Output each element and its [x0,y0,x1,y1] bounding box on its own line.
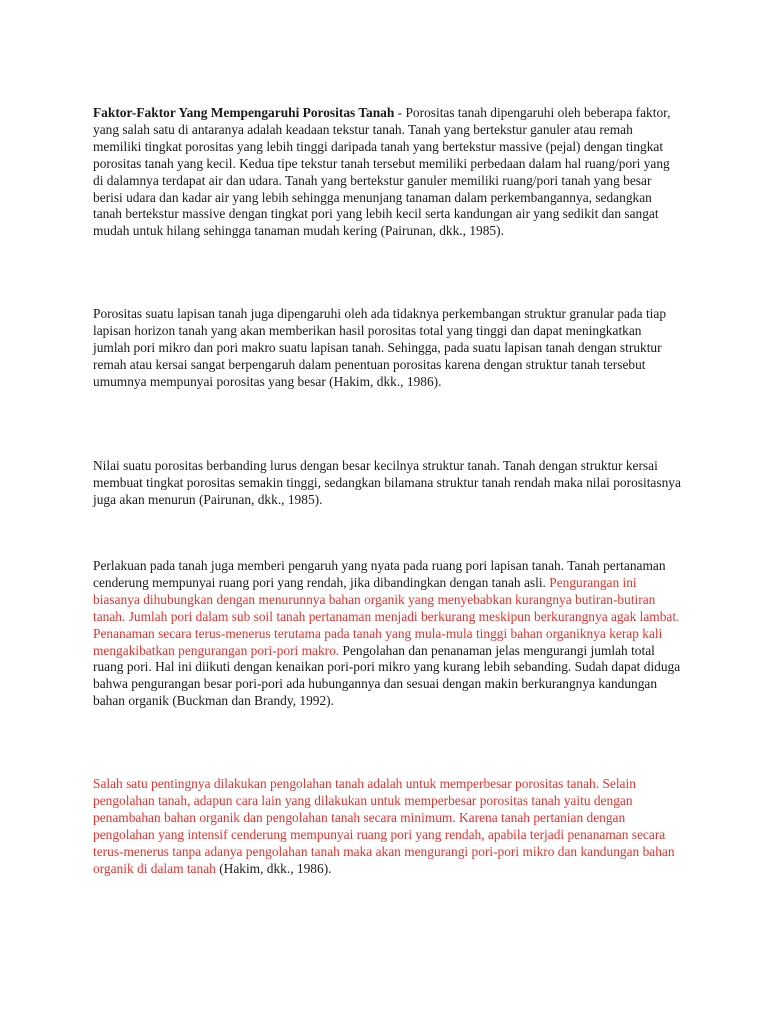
paragraph-4 [93,558,681,710]
paragraph-1 [93,105,681,240]
section-heading: Faktor-Faktor Yang Mempengaruhi Porositas Tanah [93,105,395,120]
paragraph-2 [93,306,681,391]
heading-separator: - [394,105,406,120]
paragraph-4-text-start: Perlakuan pada tanah juga memberi pengaruh yang nyata pada ruang pori lapisan tanah. Tanah pertanaman cenderung mempunyai ruang pori yang rendah, jika dibandingkan dengan tanah asli. [93,558,666,590]
paragraph-5 [93,776,681,877]
paragraph-5-highlighted-text: Salah satu pentingnya dilakukan pengolahan tanah adalah untuk memperbesar porositas tanah. Selain pengolahan tanah, adapun cara lain yang dilakukan untuk memperbesar porositas tanah yaitu dengan penambahan bahan organik dan pengolahan tanah secara minimum. Karena tanah pertanian dengan pengolahan yang intensif cenderung mempunyai ruang pori yang rendah, apabila terjadi penanaman secara terus-menerus tanpa adanya pengolahan tanah maka akan mengurangi pori-pori mikro dan kandungan bahan organik di dalam tanah [93,776,675,876]
paragraph-3-text: Nilai suatu porositas berbanding lurus dengan besar kecilnya struktur tanah. Tanah dengan struktur kersai membuat tingkat porositas semakin tinggi, sedangkan bilamana struktur tanah rendah maka nilai porositasnya juga akan menurun (Pairunan, dkk., 1985). [93,458,681,507]
paragraph-4-text-end: Pengolahan dan penanaman jelas mengurangi jumlah total ruang pori. Hal ini diikuti dengan kenaikan pori-pori mikro yang kurang lebih sebanding. Sudah dapat diduga bahwa pengurangan besar pori-pori ada hubungannya dan sesuai dengan makin berkurangnya kandungan bahan organik (Buckman dan Brandy, 1992). [93,642,681,709]
paragraph-2-text: Porositas suatu lapisan tanah juga dipengaruhi oleh ada tidaknya perkembangan struktur granular pada tiap lapisan horizon tanah yang akan memberikan hasil porositas total yang tinggi dan dapat meningkatkan jumlah pori mikro dan pori makro suatu lapisan tanah. Sehingga, pada suatu lapisan tanah dengan struktur remah atau kersai sangat berpengaruh dalam penentuan porositas karena dengan struktur tanah tersebut umumnya mempunyai porositas yang besar (Hakim, dkk., 1986). [93,306,667,389]
paragraph-3 [93,458,681,509]
paragraph-1-text: Porositas tanah dipengaruhi oleh beberapa faktor, yang salah satu di antaranya adalah keadaan tekstur tanah. Tanah yang bertekstur ganuler atau remah memiliki tingkat porositas yang lebih tinggi daripada tanah yang bertekstur massive (pejal) dengan tingkat porositas tanah yang kecil. Kedua tipe tekstur tanah tersebut memiliki perbedaan dalam hal ruang/pori yang di dalamnya terdapat air dan udara. Tanah yang bertekstur ganuler memiliki ruang/pori tanah yang besar berisi udara dan kadar air yang lebih sehingga menunjang tanaman dalam perkembangannya, sedangkan tanah bertekstur massive dengan tingkat pori yang lebih kecil serta kandungan air yang sedikit dan sangat mudah untuk hilang sehingga tanaman mudah kering (Pairunan, dkk., 1985). [93,105,671,239]
paragraph-4-highlighted-text: Pengurangan ini biasanya dihubungkan dengan menurunnya bahan organik yang menyebabkan kurangnya butiran-butiran tanah. Jumlah pori dalam sub soil tanah pertanaman menjadi berkurang meskipun berkurangnya agak lambat. Penanaman secara terus-menerus terutama pada tanah yang mula-mula tinggi bahan organiknya kerap kali mengakibatkan pengurangan pori-pori makro. [93,574,680,658]
paragraph-5-citation: (Hakim, dkk., 1986). [215,860,332,876]
